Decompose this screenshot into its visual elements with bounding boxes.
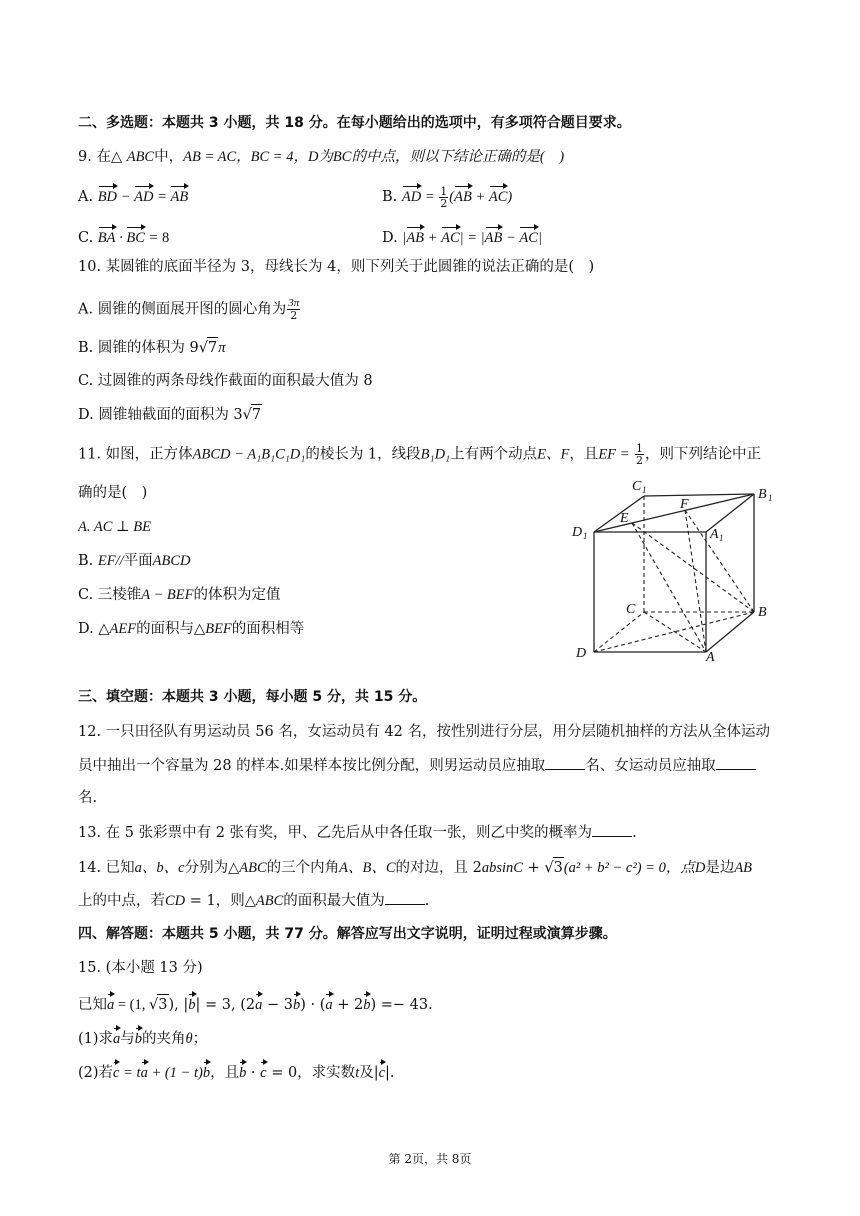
label-d: D	[576, 646, 587, 661]
question-15-part-2: (2)若c = ta + (1 − t)b，且b · c = 0，求实数t及|c|.	[78, 1061, 395, 1083]
question-12-line1: 12. 一只田径队有男运动员 56 名，女运动员有 42 名，按性别进行分层，用分层随机抽样的方法从全体运动	[78, 724, 771, 740]
question-9-stem: 9. 在△ ABC中，AB = AC，BC = 4，D为BC的中点，则以下结论正确的是( )	[78, 149, 565, 165]
question-10-option-a: A. 圆锥的侧面展开图的圆心角为 $\frac{3\pi}{2}$	[78, 297, 300, 322]
label-c1: C	[632, 479, 642, 494]
label-a1: A	[710, 527, 719, 542]
answer-blank	[716, 755, 756, 770]
question-14-line1: 14. 已知a、b、c分别为△ABC的三个内角A、B、C的对边，且 2absinC + √3(a² + b² − c²) = 0，点D是边AB	[78, 857, 752, 878]
question-11-stem-line2: 确的是( )	[78, 485, 148, 501]
question-11-stem-line1: 11. 如图，正方体ABCD − A₁B₁C₁D₁的棱长为 1，线段B₁D₁上有两个动点E、F，且EF = $\frac{1}{2}$ ，则下列结论中正	[78, 442, 762, 467]
question-11-option-a: A. AC ⊥ BE	[78, 519, 151, 535]
question-12-line2: 员中抽出一个容量为 28 的样本.如果样本按比例分配，则男运动员应抽取 名、女运动员应抽取	[78, 755, 756, 776]
cube-vertex-labels	[571, 479, 773, 664]
question-11-option-d: D. △AEF的面积与△BEF的面积相等	[78, 621, 305, 637]
label-c: C	[626, 602, 636, 617]
section-2-heading: 二、多选题：本题共 3 小题，共 18 分。在每小题给出的选项中，有多项符合题目要求。	[78, 115, 631, 131]
label-b1: B	[758, 487, 767, 502]
cube-figure	[560, 472, 790, 664]
svg-text:1: 1	[583, 531, 588, 541]
question-9-option-a: A. BD − AD = AB	[78, 185, 188, 207]
question-11-option-c: C. 三棱锥A − BEF的体积为定值	[78, 587, 281, 603]
question-10-option-b: B. 圆锥的体积为 9√7π	[78, 337, 225, 358]
svg-text:1: 1	[719, 533, 724, 543]
cube-solid-edges	[594, 494, 754, 652]
question-15-given: 已知a = (1, √3), |b| = 3, (2a − 3b) · (a + 2b) =− 43.	[78, 993, 433, 1015]
page-footer: 第 2页，共 8页	[388, 1152, 472, 1166]
label-a: A	[706, 650, 715, 664]
answer-blank	[385, 890, 425, 905]
section-3-heading: 三、填空题：本题共 3 小题，每小题 5 分，共 15 分。	[78, 689, 427, 705]
question-9-option-b: B. AD = $\frac{1}{2}$ (AB + AC)	[382, 184, 513, 210]
section-4-heading: 四、解答题：本题共 5 小题，共 77 分。解答应写出文字说明，证明过程或演算步骤。	[78, 926, 617, 942]
question-14-line2: 上的中点，若CD = 1，则△ABC的面积最大值为 .	[78, 890, 429, 911]
question-15-part-1: (1)求a与b的夹角θ；	[78, 1027, 207, 1049]
cube-dashed-edges	[594, 496, 754, 652]
question-15-header: 15. (本小题 13 分)	[78, 960, 203, 976]
answer-blank	[545, 755, 585, 770]
question-10-stem: 10. 某圆锥的底面半径为 3，母线长为 4，则下列关于此圆锥的说法正确的是( )	[78, 259, 595, 275]
label-f: F	[680, 497, 689, 512]
question-9-option-c: C. BA · BC = 8	[78, 226, 169, 248]
question-12-line3: 名.	[78, 790, 98, 806]
label-d1: D	[572, 525, 583, 540]
svg-text:1: 1	[642, 485, 647, 495]
svg-text:1: 1	[768, 493, 773, 503]
question-10-option-d: D. 圆锥轴截面的面积为 3√7	[78, 404, 262, 425]
question-9-option-d: D. |AB + AC| = |AB − AC|	[382, 226, 542, 248]
answer-blank	[592, 822, 632, 837]
question-11-option-b: B. EF//平面ABCD	[78, 553, 191, 569]
label-e: E	[620, 511, 629, 526]
question-13: 13. 在 5 张彩票中有 2 张有奖，甲、乙先后从中各任取一张，则乙中奖的概率为 .	[78, 822, 637, 843]
question-10-option-c: C. 过圆锥的两条母线作截面的面积最大值为 8	[78, 373, 373, 389]
label-b: B	[758, 605, 767, 620]
